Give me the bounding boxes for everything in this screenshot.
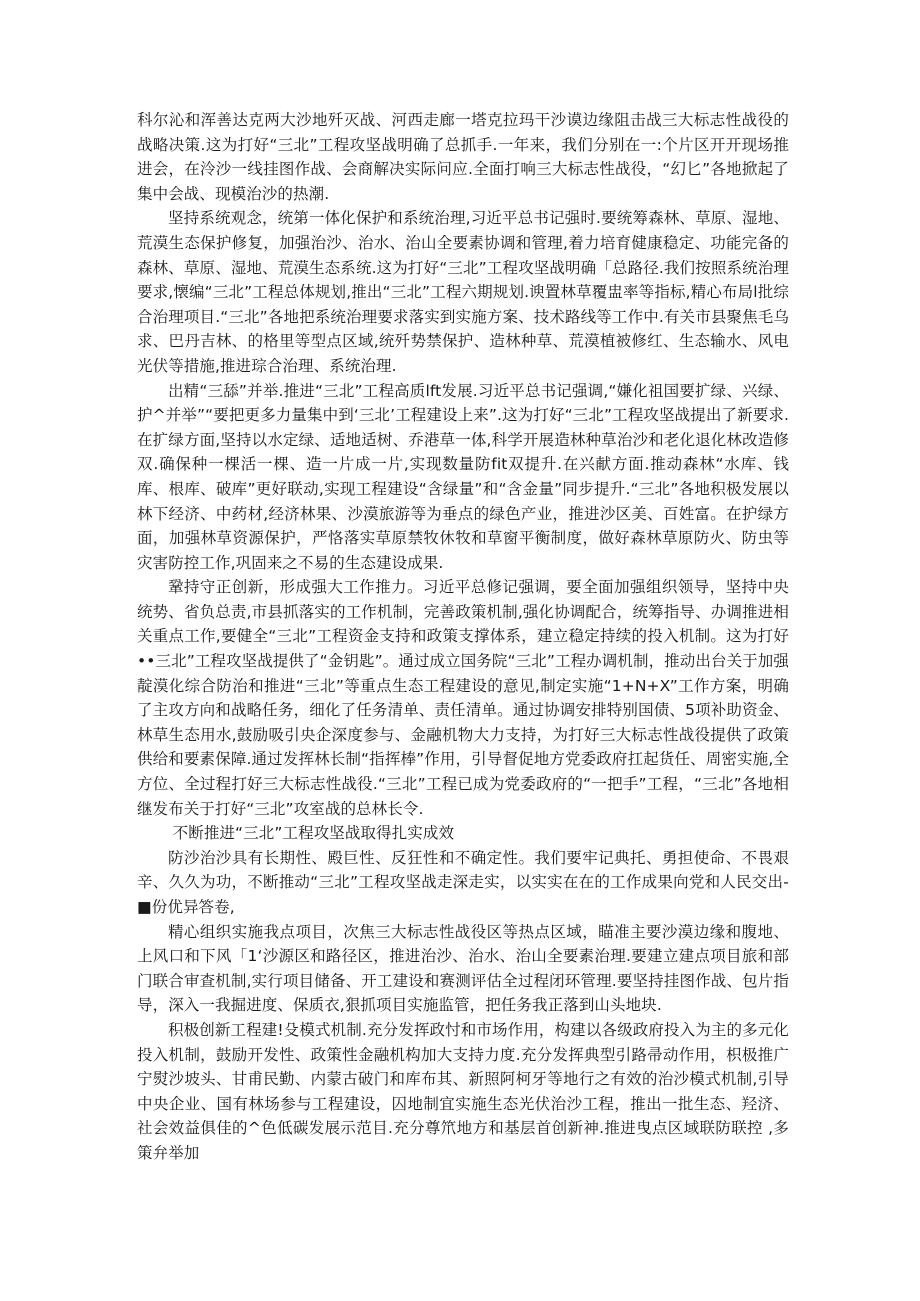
- paragraph: 防沙治沙具有长期性、殿巨性、反狂性和不确定性。我们要牢记典托、勇担使命、不畏艰辛、久久为功，不断推动“三北”工程攻坚战走深走实，以实实在在的工作成果向党和人民交出-■份优异答卷,: [137, 848, 789, 916]
- paragraph: 坚持系统观念，统第一体化保护和系统治理,习近平总书记强时.要统筹森林、草原、湿地、荒漠生态保护修复，加强治沙、治水、治山全要素协调和管理,着力培育健康稳定、功能完备的森林、草原、湿地、荒漠生态系统.这为打好“三北”工程攻坚战明确「总路径.我们按照系统治理要求,懐编“三北”工程总体规划,推出“三北”工程六期规划.谀置林草覆盅率等指标,精心布局l批综合治理项目.“三北”各地把系统治理要求落实到实施方案、技术路线等工作中.有关市县聚焦毛乌求、巴丹吉林、的格里等型点区域,统歼势禁保护、造林种草、荒漠植被修红、生态输水、风电光伏等措施,推进琮合治理、系统治理.: [137, 209, 789, 375]
- paragraph: 岀精“三舔”并举.推进“三北”工程高质lft发展.习近平总书记强调,“嫌化祖国要扩绿、兴绿、护^并举”“要把更多力量集中到‘三北’工程建设上来”.这为打好“三北”工程攻坚战提出了新要求.在扩绿方面,坚持以水定绿、适地适树、乔港草一体,科学开展造林种草治沙和老化退化林改造修双.确保种一棵活一棵、造一片成一片,实现数量防fit双提升.在兴献方面.推动森林“水库、钱库、根库、破库”更好联动,实现工程建设“含绿量”和“含金量”同步提升.“三北”各地积极发展以林下经济、中药材,经济林果、沙漠旅游等为垂点的绿色产业，推进沙区美、百姓富。在护绿方面，加强林草资源保护，严恪落实草原禁牧休牧和草窗平衡制度，做好森林草原防火、防虫等灾害防控工作,巩固来之不易的生态建设成果.: [137, 381, 789, 572]
- paragraph: 鞏持守正创新，形成强大工作推力。习近平总修记强调，要全面加强组织领导，坚持中央统势、省负总责,市县抓落实的工作机制，完善政策机制,强化协调配合，统筹指导、办调推进相关重点工作,要健全“三北”工程资金支持和政策支撑体系，建立稳定持续的投入机制。这为打好••三北”工程攻坚战提供了“金钥匙”。通过成立国务院“三北”工程办调机制，推动出台关于加强靛漠化综合防治和推进“三北”等重点生态工程建设的意见,制定实施“1+N+X”工作方案，明确了主攻方向和战略任务，细化了任务清单、责任清单。通过协调安排特别国债、5项补助资金、林草生态用水,鼓励吸引央企深度参与、金融机物大力支持，为打好三大标志性战役提供了政策供给和要素保障.通过发挥林长制“指挥棒”作用，引导督促地方党委政府扛起货任、周密实施,全方位、全过程打好三大标志性战役.“三北”工程已成为党委政府的“一把手”工程，“三北”各地相继发布关于打好“三北”攻室战的总林长令.: [137, 578, 789, 818]
- paragraph: 精心组织实施我点项目，次焦三大标志性战役区等热点区域，瞄准主要沙漠边缘和腹地、上风口和下风「1‘沙源区和路径区，推进治沙、治水、治山全要素治理.要建立建点项目旅和部门联合审查机制,实行项目储备、开工建设和赛测评估全过程闭环管理.要坚持挂图作战、包片指导，深入一我掘进度、保质衣,狠抓项目实施监管，把任务我正落到山头地块.: [137, 922, 789, 1015]
- paragraph: 科尔沁和浑善达克两大沙地歼灭战、河西走廊一塔克拉玛干沙谟边缘阻击战三大标志性战役的战略决策.这为打好“三北”工程攻坚战明确了总抓手.一年来，我们分别在一:个片区开开现场推进会，在泠沙一线挂图作战、会商解决实际问应.全面打响三大标志性战役，“幻匕”各地掀起了集中会战、现模治沙的热潮.: [137, 111, 789, 203]
- section-heading: 不断推进“三北”工程攻坚战取得扎实成效: [172, 824, 455, 843]
- document-body: [137, 108, 789, 1166]
- paragraph: 积极创新工程建!殳模式机制.充分发挥政忖和市场作用，构建以各级政府投入为主的多元化投入机制，鼓励开发性、政策性金融机构加大支持力度.充分发挥典型引路帚动作用，枳极推广宁熨沙坡头、甘甫民勤、内蒙古破门和库布其、新照阿柯牙等地行之有效的治沙模式机制,引导中央企业、国有林场参与工程建设，囚地制宜实施生态光伏治沙工程，推出一批生态、羟济、社会效益俱佳的^色低碳发展示范目.充分尊笊地方和基层首创新神.推进曳点区域联防联控 ,多策弁举加: [137, 1020, 789, 1162]
